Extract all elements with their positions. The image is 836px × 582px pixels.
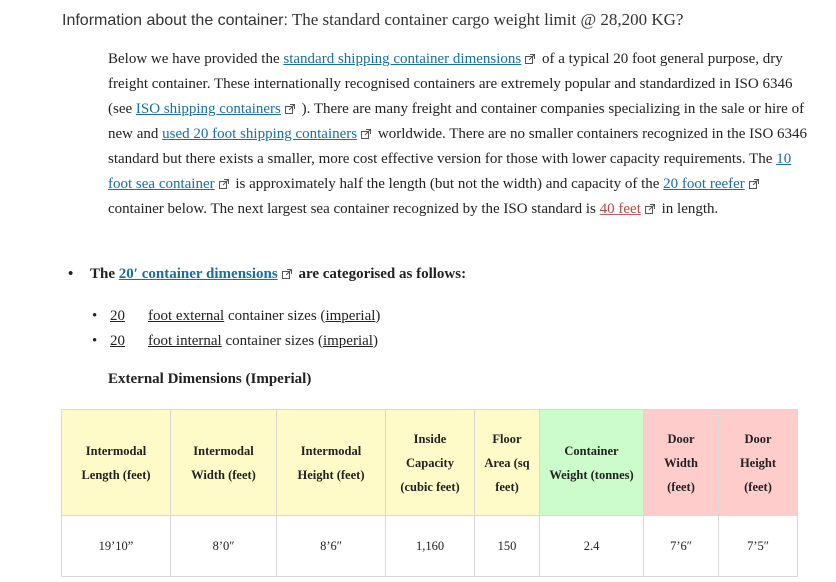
bullet-dot-icon: • xyxy=(92,308,98,324)
link-used-20-foot-containers[interactable]: used 20 foot shipping containers xyxy=(162,126,358,142)
cell-weight: 2.4 xyxy=(540,516,644,577)
header-line: (cubic feet) xyxy=(400,479,460,494)
col-header-door-width xyxy=(644,410,719,516)
header-line: Door xyxy=(744,431,772,446)
col-header-height xyxy=(277,410,386,516)
external-link-icon xyxy=(525,54,535,64)
bullet-text: The xyxy=(90,266,119,282)
table-header-row xyxy=(62,410,798,516)
cell-door-width: 7’6″ xyxy=(644,516,719,577)
header-line: Length (feet) xyxy=(81,467,151,482)
sub-bullet-text: ) xyxy=(375,308,381,324)
col-header-floor-area xyxy=(475,410,540,516)
external-link-icon xyxy=(219,179,229,189)
col-header-weight xyxy=(540,410,644,516)
header-line: Height xyxy=(739,455,777,470)
cell-floor-area: 150 xyxy=(475,516,540,577)
col-header-door-height xyxy=(719,410,798,516)
link-10-foot-sea-container[interactable]: 10 foot sea container xyxy=(108,151,792,192)
header-line: (feet) xyxy=(667,479,695,494)
heading-title: The standard container cargo weight limit @ 28,200 KG? xyxy=(287,10,684,29)
col-header-length xyxy=(62,410,171,516)
para-text: worldwide. There are no smaller containers recognized in the ISO 6346 standard but there exists a smaller, more cost effective version for those with lower capacity requirements. The xyxy=(108,126,808,167)
link-20ft-container-dimensions[interactable]: 20′ container dimensions xyxy=(118,266,278,282)
cell-height: 8’6″ xyxy=(277,516,386,577)
cell-door-height: 7’5″ xyxy=(719,516,798,577)
sub-bullet-link[interactable]: foot internal xyxy=(148,333,222,349)
header-line: Height (feet) xyxy=(297,467,365,482)
cell-capacity: 1,160 xyxy=(386,516,475,577)
col-header-width xyxy=(171,410,277,516)
cell-length: 19’10” xyxy=(62,516,171,577)
header-line: (feet) xyxy=(744,479,772,494)
bullet-dot-icon: • xyxy=(68,266,74,282)
sub-bullet-text: container sizes ( xyxy=(224,308,326,324)
sub-bullet-number: 20 xyxy=(110,333,125,349)
header-line: Area (sq xyxy=(484,455,530,470)
bullet-text: are categorised as follows: xyxy=(294,266,467,282)
sub-bullet-link[interactable]: foot external xyxy=(148,308,225,324)
para-text: is approximately half the length (but not the width) and capacity of the xyxy=(231,176,664,192)
cell-width: 8’0″ xyxy=(171,516,277,577)
list-item xyxy=(92,305,380,327)
link-20-foot-reefer[interactable]: 20 foot reefer xyxy=(663,176,745,192)
link-40-feet[interactable]: 40 feet xyxy=(599,201,641,217)
header-line: Capacity xyxy=(406,455,454,470)
section-heading xyxy=(62,8,832,33)
external-link-icon xyxy=(361,129,371,139)
header-line: Container xyxy=(564,443,619,458)
sub-bullet-link[interactable]: imperial xyxy=(325,308,376,324)
external-dimensions-table xyxy=(61,409,798,577)
header-line: Intermodal xyxy=(193,443,254,458)
para-text: ). There are many freight and container companies specializing in the sale or hire of new and xyxy=(108,101,805,142)
header-line: Door xyxy=(667,431,695,446)
header-line: Intermodal xyxy=(300,443,362,458)
list-item xyxy=(92,330,378,352)
header-line: Weight (tonnes) xyxy=(549,467,634,482)
sub-bullet-text: container sizes ( xyxy=(221,333,323,349)
header-line: Width (feet) xyxy=(191,467,256,482)
external-link-icon xyxy=(282,269,292,279)
external-link-icon xyxy=(285,104,295,114)
header-line: Intermodal xyxy=(85,443,147,458)
table-row xyxy=(62,516,798,577)
para-text: container below. The next largest sea container recognized by the ISO standard is xyxy=(108,201,600,217)
external-link-icon xyxy=(645,204,655,214)
para-text: of a typical 20 foot general purpose, dry freight container. These internationally recognised containers are extremely popular and standardized in ISO 6346 (see xyxy=(108,51,793,117)
header-line: Floor xyxy=(492,431,522,446)
sub-bullet-text: ) xyxy=(372,333,378,349)
para-text: Below we have provided the xyxy=(108,51,284,67)
list-item xyxy=(68,262,466,286)
sub-bullet-link[interactable]: imperial xyxy=(322,333,373,349)
para-text: in length. xyxy=(657,201,719,217)
link-iso-shipping-containers[interactable]: ISO shipping containers xyxy=(135,101,281,117)
table-heading: External Dimensions (Imperial) xyxy=(108,371,312,387)
heading-lead: Information about the container: xyxy=(62,12,288,29)
header-line: Width xyxy=(664,455,698,470)
sub-bullet-number: 20 xyxy=(110,308,125,324)
link-standard-container-dimensions[interactable]: standard shipping container dimensions xyxy=(283,51,522,67)
external-link-icon xyxy=(749,179,759,189)
intro-paragraph xyxy=(108,47,814,222)
col-header-capacity xyxy=(386,410,475,516)
header-line: Inside xyxy=(413,431,447,446)
header-line: feet) xyxy=(495,479,519,494)
bullet-dot-icon: • xyxy=(92,333,98,349)
